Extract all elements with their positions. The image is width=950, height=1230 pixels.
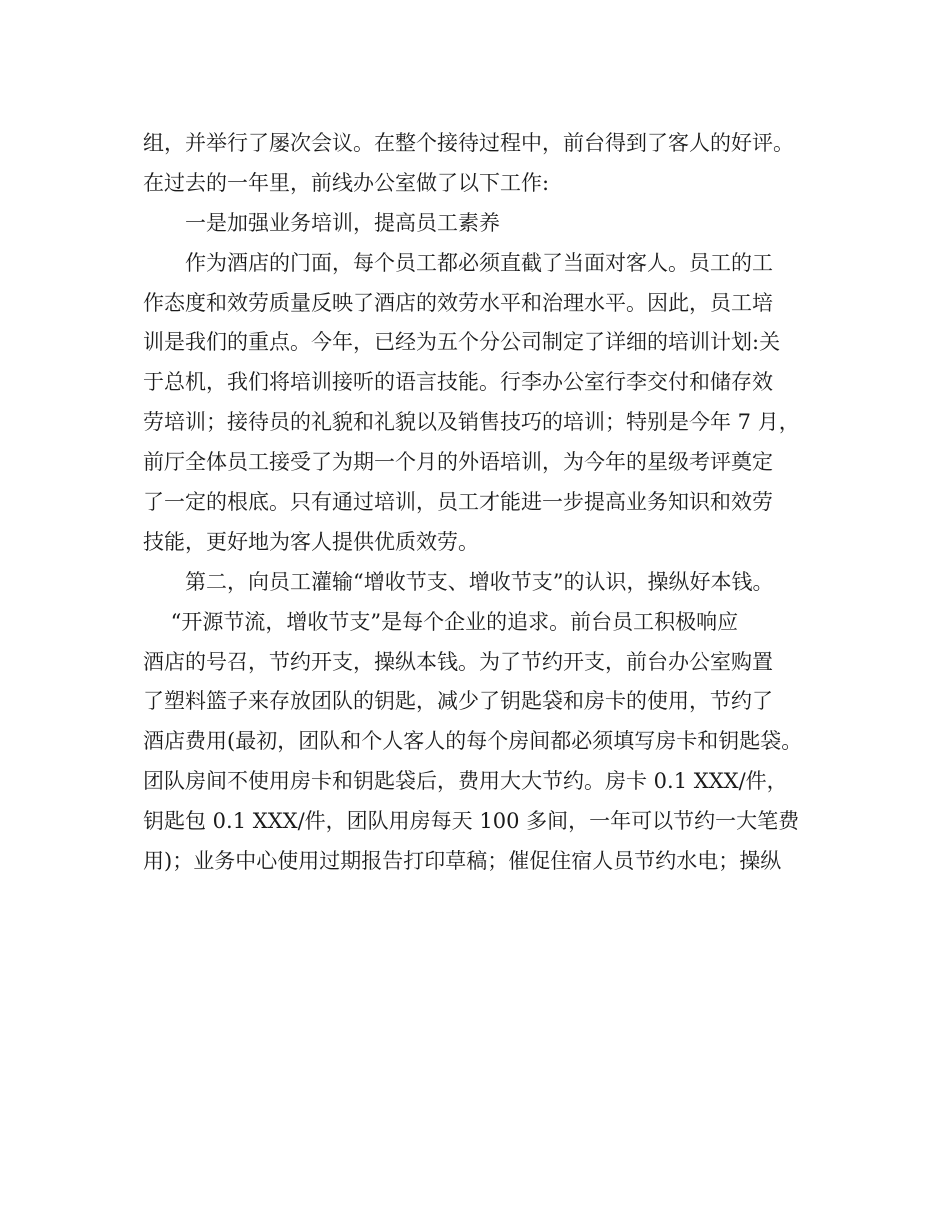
text-line: 在过去的一年里，前线办公室做了以下工作: [143,170,550,195]
text-line: 技能，更好地为客人提供优质效劳。 [143,529,479,554]
text-line: 钥匙包 0.1 XXX/件，团队用房每天 100 多间，一年可以节约一大笔费 [143,809,800,834]
text-line: 酒店的号召，节约开支，操纵本钱。为了节约开支，前台办公室购置 [143,649,773,674]
text-line: 于总机，我们将培训接听的语言技能。行李办公室行李交付和储存效 [143,370,773,395]
text-line: 作态度和效劳质量反映了酒店的效劳水平和治理水平。因此，员工培 [143,290,773,315]
text-line: 了一定的根底。只有通过培训，员工才能进一步提高业务知识和效劳 [143,490,773,515]
section-heading: 第二，向员工灌输“增收节支、增收节支”的认识，操纵好本钱。 [143,569,774,594]
document-body [143,124,823,882]
text-line: 酒店费用(最初，团队和个人客人的每个房间都必须填写房卡和钥匙袋。 [143,729,803,754]
text-line: 训是我们的重点。今年，已经为五个分公司制定了详细的培训计划:关 [143,330,781,355]
text-line: 作为酒店的门面，每个员工都必须直截了当面对客人。员工的工 [143,250,773,275]
text-line: 组，并举行了屡次会议。在整个接待过程中，前台得到了客人的好评。 [143,131,794,155]
text-line: 劳培训；接待员的礼貌和礼貌以及销售技巧的培训；特别是今年 7 月， [143,410,800,435]
text-line: 了塑料篮子来存放团队的钥匙，减少了钥匙袋和房卡的使用，节约了 [143,689,773,714]
text-line: 团队房间不使用房卡和钥匙袋后，费用大大节约。房卡 0.1 XXX/件， [143,769,788,794]
text-line: 用)；业务中心使用过期报告打印草稿；催促住宿人员节约水电；操纵 [143,849,782,874]
text-line: “开源节流，增收节支”是每个企业的追求。前台员工积极响应 [143,609,739,634]
text-line: 前厅全体员工接受了为期一个月的外语培训，为今年的星级考评奠定 [143,450,773,475]
section-heading: 一是加强业务培训，提高员工素养 [143,210,500,235]
